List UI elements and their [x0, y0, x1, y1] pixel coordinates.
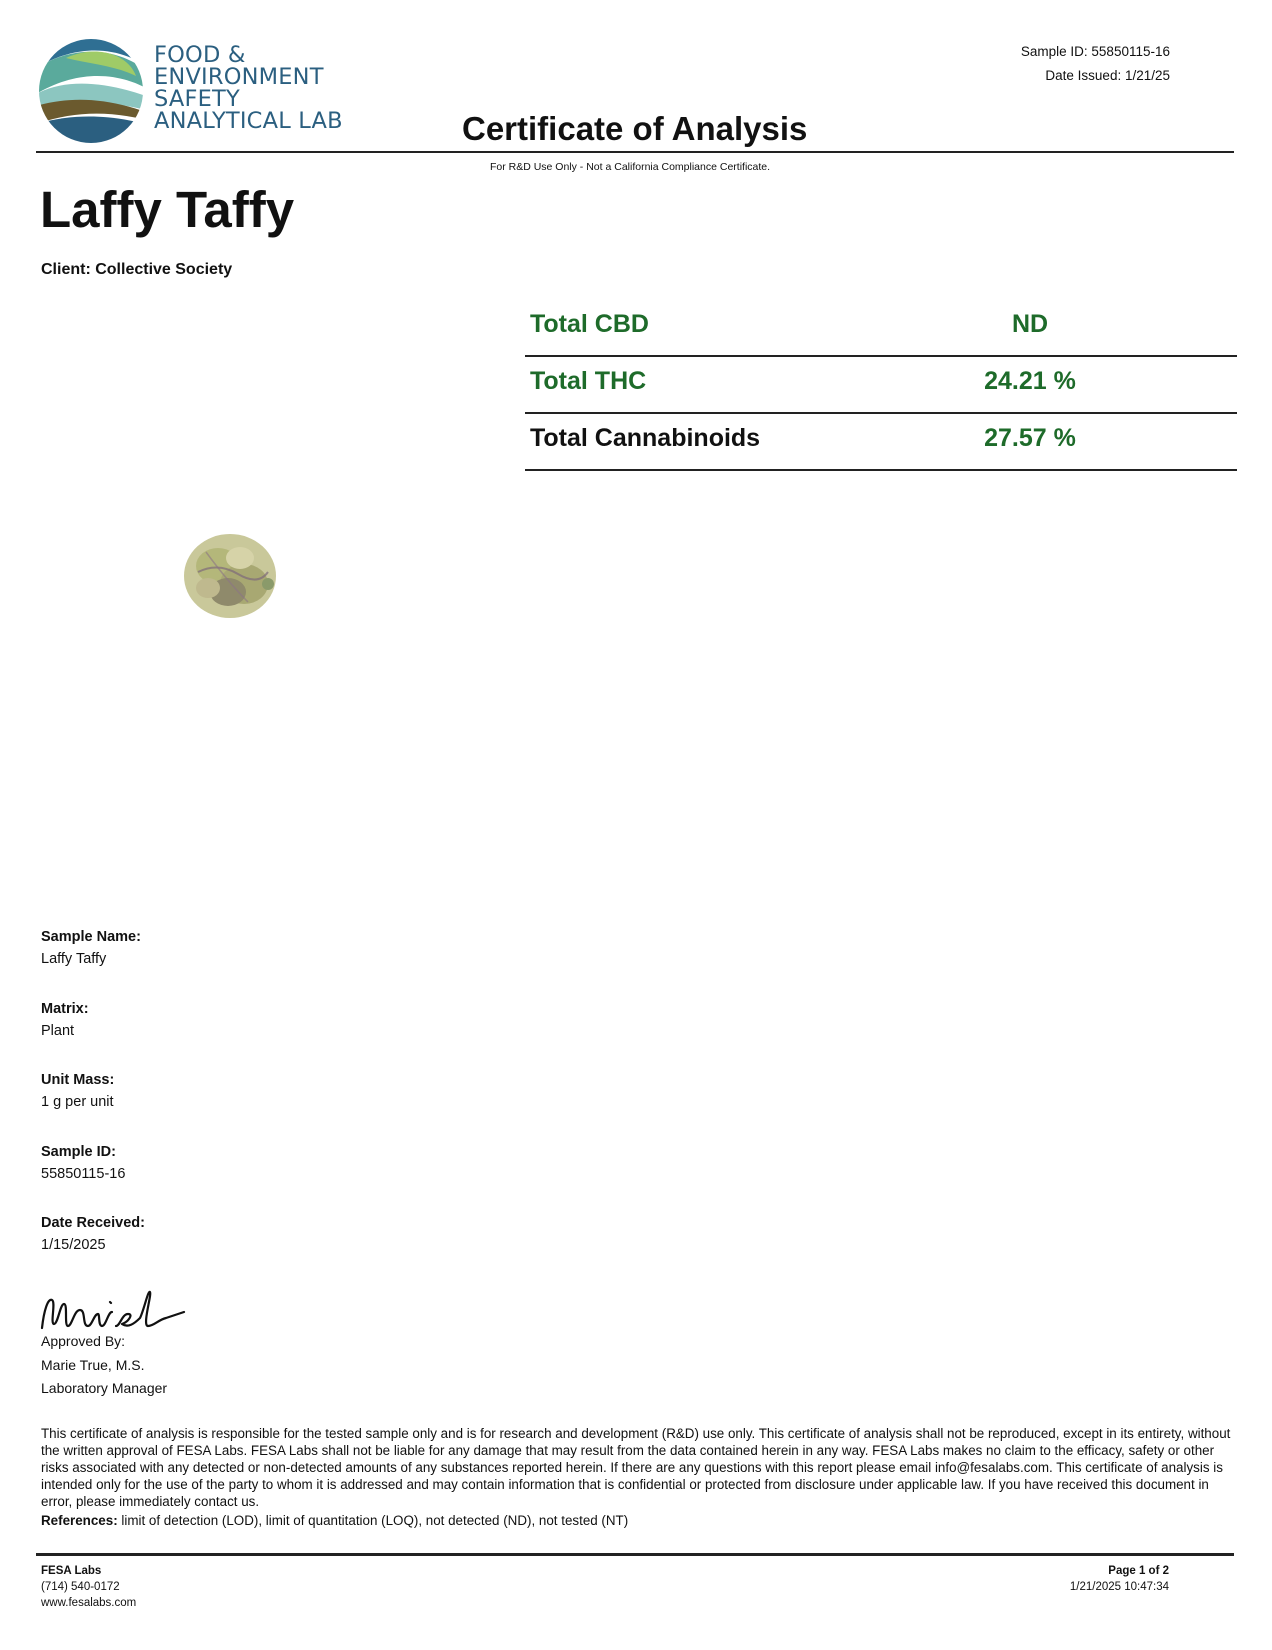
- results-summary: [525, 300, 1237, 471]
- document-title: Certificate of Analysis: [462, 110, 808, 147]
- detail-item: [41, 1070, 441, 1142]
- references-label: References:: [41, 1513, 118, 1528]
- footer-timestamp: 1/21/2025 10:47:34: [1069, 1581, 1169, 1593]
- detail-label: Unit Mass:: [41, 1072, 115, 1089]
- approver-name: Marie True, M.S.: [41, 1356, 145, 1373]
- legal-disclaimer: This certificate of analysis is responsible for the tested sample only and is for research and development (R&D) use only. This certificate of analysis shall not be reproduced, except in its entirety, without the written approval of FESA Labs. FESA Labs shall not be liable for any damage that may result from the data contained herein in any way. FESA Labs makes no claim to the efficacy, safety or other risks associated with any detected or non-detected amounts of any substances reported herein. If there are any questions with this report please email info@fesalabs.com. This certificate of analysis is intended only for the use of the party to whom it is addressed and may contain information that is confidential or protected from disclosure under applicable law. If you have received this document in error, please immediately contact us.: [41, 1426, 1231, 1509]
- approved-by-label: Approved By:: [41, 1333, 126, 1349]
- result-label: Total THC: [530, 367, 647, 395]
- detail-label: Date Received:: [41, 1215, 145, 1232]
- detail-value: 1 g per unit: [41, 1094, 114, 1111]
- detail-item: [41, 1213, 441, 1285]
- header-date-issued: Date Issued: 1/21/25: [1045, 67, 1170, 83]
- logo-line: SAFETY: [154, 86, 240, 112]
- header-sample-id: Sample ID: 55850115-16: [1020, 44, 1170, 59]
- detail-item: [41, 927, 441, 999]
- result-value: ND: [1011, 310, 1049, 338]
- footer-page-info: [1070, 1563, 1169, 1595]
- detail-value: Laffy Taffy: [41, 951, 107, 967]
- result-label: Total Cannabinoids: [530, 424, 761, 452]
- lab-logo-wordmark: [154, 44, 343, 132]
- detail-label: Sample ID:: [41, 1143, 116, 1160]
- lab-logo-icon: [36, 36, 146, 146]
- sample-photo: [178, 522, 284, 628]
- sample-details: [41, 927, 441, 1285]
- approval-block: [41, 1330, 167, 1401]
- detail-value: 55850115-16: [41, 1165, 126, 1182]
- client-line: Client: Collective Society: [41, 261, 233, 278]
- detail-value: 1/15/2025: [41, 1237, 106, 1254]
- logo-line: FOOD &: [154, 42, 246, 68]
- header-disclaimer-text: For R&D Use Only - Not a California Compliance Certificate.: [489, 161, 771, 173]
- footer-divider: [36, 1553, 1234, 1556]
- references-text: limit of detection (LOD), limit of quantitation (LOQ), not detected (ND), not tested (NT): [117, 1513, 629, 1528]
- references-line: [41, 1513, 628, 1528]
- header-meta: [1021, 40, 1170, 87]
- detail-item: [41, 999, 441, 1071]
- result-value: 24.21 %: [984, 367, 1076, 395]
- detail-value: Plant: [41, 1022, 75, 1039]
- product-title: Laffy Taffy: [40, 181, 295, 238]
- header-divider: [36, 151, 1234, 153]
- approver-role: Laboratory Manager: [41, 1380, 168, 1396]
- result-row: [525, 300, 1237, 357]
- result-label: Total CBD: [530, 310, 649, 338]
- footer-company: FESA Labs: [41, 1565, 102, 1577]
- result-row: [525, 357, 1237, 414]
- detail-item: [41, 1142, 441, 1214]
- footer-website: www.fesalabs.com: [41, 1597, 137, 1609]
- footer-page-number: Page 1 of 2: [1108, 1565, 1169, 1577]
- footer-contact: [41, 1563, 136, 1611]
- detail-label: Sample Name:: [41, 929, 141, 945]
- header-disclaimer: [0, 161, 1272, 173]
- lab-logo: [36, 36, 346, 146]
- result-value: 27.57 %: [984, 424, 1076, 452]
- logo-line: ENVIRONMENT: [154, 64, 324, 90]
- footer-phone: (714) 540-0172: [41, 1581, 120, 1593]
- logo-line: ANALYTICAL LAB: [154, 108, 343, 134]
- detail-label: Matrix:: [41, 1000, 89, 1017]
- result-row: [525, 414, 1237, 471]
